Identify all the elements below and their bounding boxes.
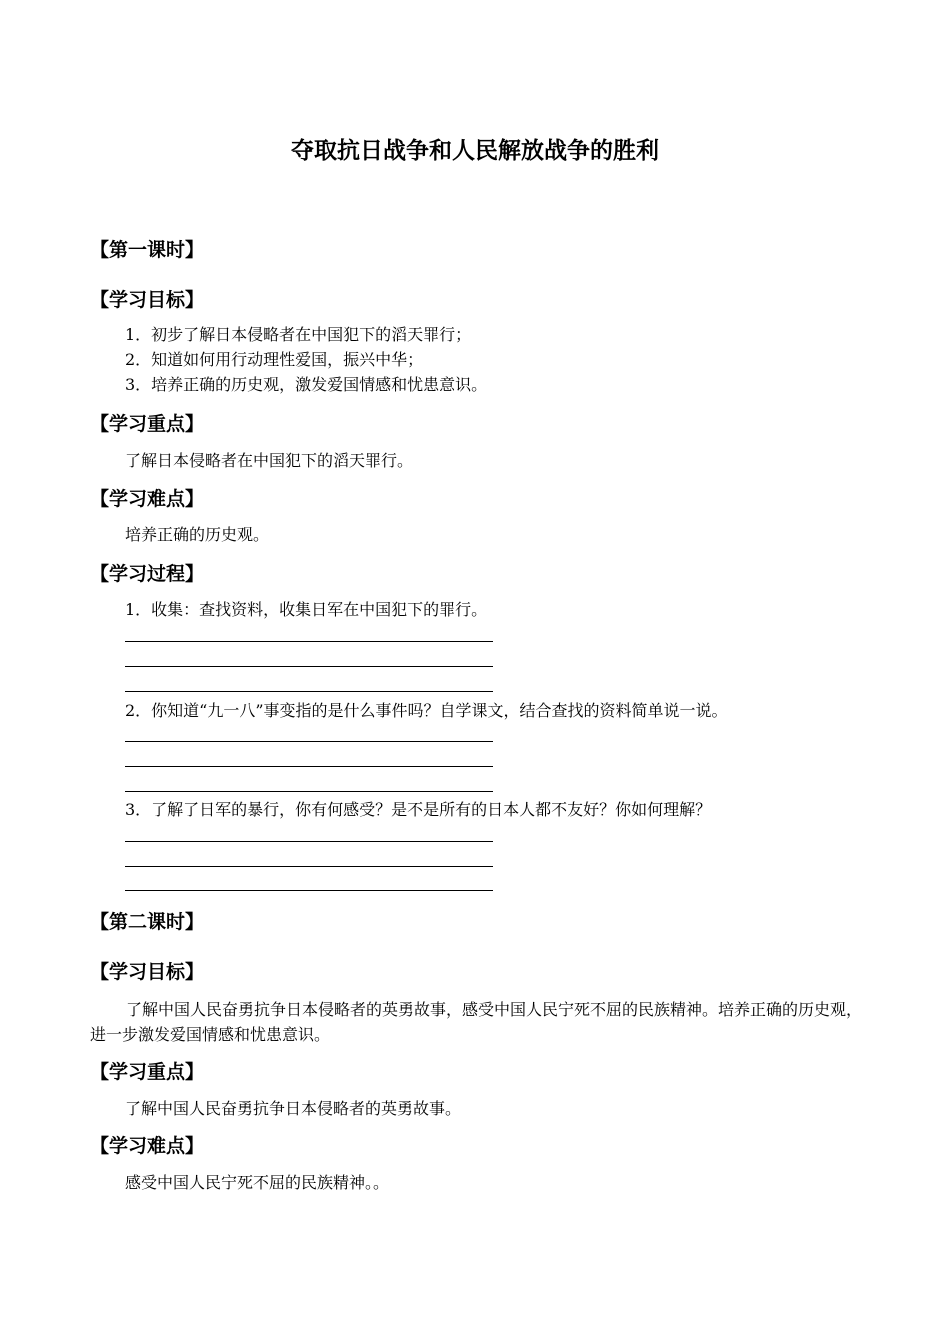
lesson1-key-heading: 【学习重点】 <box>90 413 205 435</box>
answer-line[interactable] <box>125 791 493 792</box>
lesson1-difficulty-heading: 【学习难点】 <box>90 488 205 510</box>
lesson2-label: 【第二课时】 <box>90 911 205 933</box>
lesson1-difficulty-text: 培养正确的历史观。 <box>125 525 270 544</box>
lesson2-difficulty-text: 感受中国人民宁死不屈的民族精神。。 <box>125 1173 390 1192</box>
answer-line[interactable] <box>125 841 493 842</box>
lesson2-key-text: 了解中国人民奋勇抗争日本侵略者的英勇故事。 <box>125 1099 462 1118</box>
lesson1-process-heading: 【学习过程】 <box>90 563 205 585</box>
answer-line[interactable] <box>125 741 493 742</box>
lesson1-goal-3: 3．培养正确的历史观，激发爱国情感和忧患意识。 <box>125 375 488 394</box>
question-3: 3．了解了日军的暴行，你有何感受？是不是所有的日本人都不友好？你如何理解？ <box>125 800 712 819</box>
answer-line[interactable] <box>125 691 493 692</box>
lesson1-goal-1: 1．初步了解日本侵略者在中国犯下的滔天罪行； <box>125 325 472 344</box>
question-2: 2．你知道“九一八”事变指的是什么事件吗？自学课文，结合查找的资料简单说一说。 <box>125 701 728 720</box>
lesson2-goals-text: 了解中国人民奋勇抗争日本侵略者的英勇故事，感受中国人民宁死不屈的民族精神。培养正确的历史观，进一步激发爱国情感和忧患意识。 <box>90 1000 863 1044</box>
lesson2-goals-heading: 【学习目标】 <box>90 961 205 983</box>
answer-line[interactable] <box>125 766 493 767</box>
answer-line[interactable] <box>125 890 493 891</box>
lesson1-label: 【第一课时】 <box>90 239 205 261</box>
answer-line[interactable] <box>125 866 493 867</box>
lesson2-key-heading: 【学习重点】 <box>90 1061 205 1083</box>
lesson1-goal-2: 2．知道如何用行动理性爱国，振兴中华； <box>125 350 424 369</box>
lesson1-key-text: 了解日本侵略者在中国犯下的滔天罪行。 <box>125 451 414 470</box>
answer-line[interactable] <box>125 666 493 667</box>
question-1: 1．收集：查找资料，收集日军在中国犯下的罪行。 <box>125 600 488 619</box>
lesson2-difficulty-heading: 【学习难点】 <box>90 1135 205 1157</box>
document-title: 夺取抗日战争和人民解放战争的胜利 <box>291 138 659 164</box>
answer-line[interactable] <box>125 641 493 642</box>
lesson1-goals-heading: 【学习目标】 <box>90 289 205 311</box>
